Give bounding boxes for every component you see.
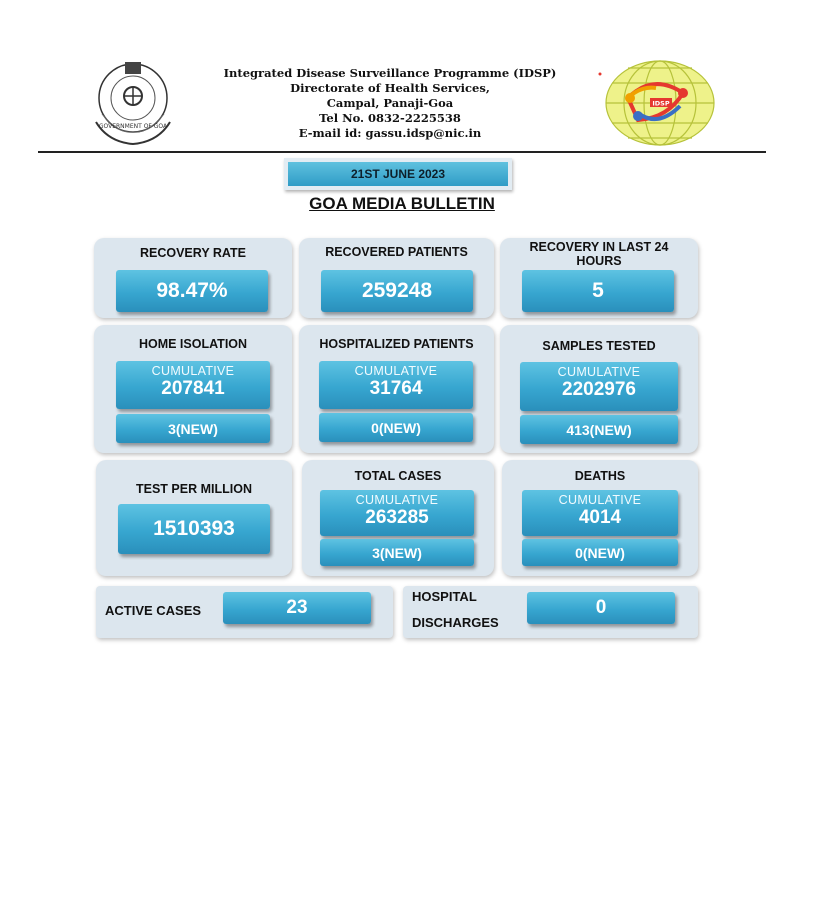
hospitalized-patients-new: 0(NEW) xyxy=(319,413,473,442)
svg-text:IDSP: IDSP xyxy=(652,99,670,108)
samples-tested-cumulative-value: 2202976 xyxy=(562,379,636,400)
total-cases-label: TOTAL CASES xyxy=(354,469,442,483)
samples-tested-card xyxy=(500,325,698,453)
hospital-discharges-card xyxy=(403,586,698,638)
header-divider xyxy=(38,151,766,153)
home-isolation-label: HOME ISOLATION xyxy=(138,337,248,351)
cumulative-label: CUMULATIVE xyxy=(354,364,438,378)
recovered-patients-card xyxy=(299,238,494,318)
cumulative-label: CUMULATIVE xyxy=(151,364,235,378)
svg-text:GOVERNMENT OF GOA: GOVERNMENT OF GOA xyxy=(98,123,168,130)
recovery-rate-card xyxy=(94,238,292,318)
recovered-patients-value: 259248 xyxy=(321,270,473,312)
active-cases-card xyxy=(96,586,393,638)
deaths-new: 0(NEW) xyxy=(522,539,678,566)
recovery-rate-label: RECOVERY RATE xyxy=(139,246,247,260)
goa-government-emblem-icon xyxy=(88,52,178,148)
deaths-card xyxy=(502,460,698,576)
recovery-rate-value: 98.47% xyxy=(116,270,268,312)
recovery-last-24-card xyxy=(500,238,698,318)
cumulative-label: CUMULATIVE xyxy=(558,493,642,507)
samples-tested-new: 413(NEW) xyxy=(520,415,678,444)
deaths-cumulative xyxy=(522,490,678,536)
header-address xyxy=(220,66,560,141)
active-cases-label: ACTIVE CASES xyxy=(105,603,202,618)
total-cases-card xyxy=(302,460,494,576)
test-per-million-card xyxy=(96,460,292,576)
total-cases-new: 3(NEW) xyxy=(320,539,474,566)
total-cases-cumulative-value: 263285 xyxy=(365,507,429,528)
test-per-million-value: 1510393 xyxy=(118,504,270,554)
hospitalized-patients-cumulative xyxy=(319,361,473,409)
date-banner xyxy=(284,158,512,190)
samples-tested-cumulative xyxy=(520,362,678,411)
home-isolation-new: 3(NEW) xyxy=(116,414,270,443)
home-isolation-card xyxy=(94,325,292,453)
hospital-discharges-value: 0 xyxy=(527,592,675,624)
deaths-label: DEATHS xyxy=(574,469,626,483)
active-cases-value: 23 xyxy=(223,592,371,624)
header-line-email: E-mail id: gassu.idsp@nic.in xyxy=(298,126,482,140)
deaths-cumulative-value: 4014 xyxy=(578,507,622,528)
hospital-discharges-label-line1: HOSPITAL xyxy=(412,589,477,604)
recovery-last-24-value: 5 xyxy=(522,270,674,312)
hospitalized-patients-card xyxy=(299,325,494,453)
cumulative-label: CUMULATIVE xyxy=(355,493,439,507)
idsp-logo-icon xyxy=(598,58,716,148)
hospital-discharges-label-line2: DISCHARGES xyxy=(412,615,499,630)
samples-tested-label: SAMPLES TESTED xyxy=(542,339,656,353)
page-title: GOA MEDIA BULLETIN xyxy=(309,194,495,213)
header-line-directorate: Directorate of Health Services, xyxy=(290,81,490,95)
header-line-address: Campal, Panaji-Goa xyxy=(326,96,454,110)
hospitalized-patients-cumulative-value: 31764 xyxy=(369,378,423,399)
recovery-last-24-label: RECOVERY IN LAST 24 HOURS xyxy=(529,240,669,268)
test-per-million-label: TEST PER MILLION xyxy=(136,482,252,496)
header-line-idsp: Integrated Disease Surveillance Programme (IDSP) xyxy=(223,66,557,80)
home-isolation-cumulative-value: 207841 xyxy=(161,378,225,399)
cumulative-label: CUMULATIVE xyxy=(557,365,641,379)
home-isolation-cumulative xyxy=(116,361,270,409)
recovered-patients-label: RECOVERED PATIENTS xyxy=(325,245,468,259)
bulletin-date: 21ST JUNE 2023 xyxy=(288,162,508,186)
header-line-phone: Tel No. 0832-2225538 xyxy=(319,111,461,125)
total-cases-cumulative xyxy=(320,490,474,536)
hospitalized-patients-label: HOSPITALIZED PATIENTS xyxy=(319,337,474,351)
